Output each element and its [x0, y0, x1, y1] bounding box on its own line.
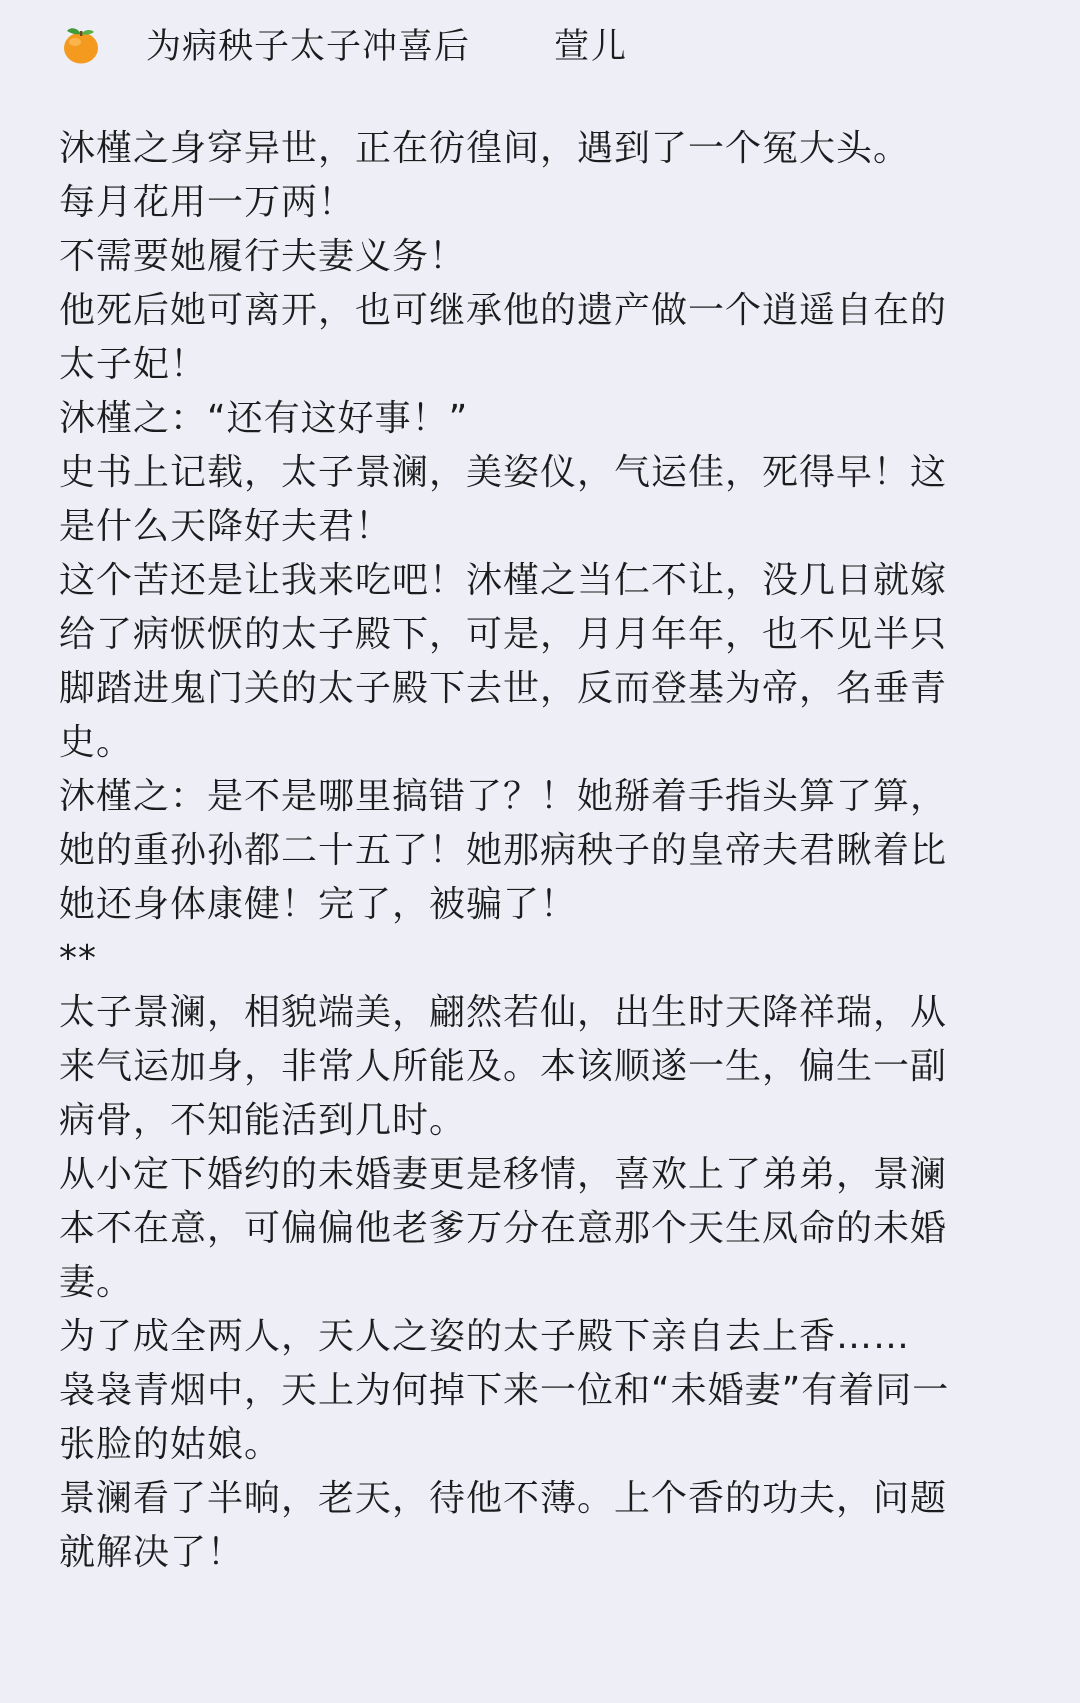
paragraph: 每月花用一万两！: [59, 182, 356, 223]
paragraph: 不需要她履行夫妻义务！: [59, 236, 467, 277]
paragraph: 太子景澜，相貌端美，翩然若仙，出生时天降祥瑞，从来气运加身，非常人所能及。本该顺遂一生，偏生一副病骨，不知能活到几时。: [59, 992, 948, 1141]
paragraph: 这个苦还是让我来吃吧！沐槿之当仁不让，没几日就嫁给了病恹恹的太子殿下，可是，月月年年，也不见半只脚踏进鬼门关的太子殿下去世，反而登基为帝，名垂青史。: [59, 560, 948, 763]
tangerine-icon: [60, 23, 102, 65]
paragraph: 为了成全两人，天人之姿的太子殿下亲自去上香……: [59, 1316, 911, 1357]
author-name: 萱儿: [554, 27, 629, 67]
paragraph: 袅袅青烟中，天上为何掉下来一位和“未婚妻”有着同一张脸的姑娘。: [59, 1370, 950, 1465]
paragraph: 景澜看了半晌，老天，待他不薄。上个香的功夫，问题就解决了！: [59, 1478, 948, 1573]
book-title: 为病秧子太子冲喜后: [146, 27, 471, 67]
paragraph: 沐槿之：“还有这好事！”: [59, 398, 469, 439]
synopsis-text: [59, 122, 979, 1580]
paragraph: 沐槿之：是不是哪里搞错了？！她掰着手指头算了算，她的重孙孙都二十五了！她那病秧子的皇帝夫君瞅着比她还身体康健！完了，被骗了！: [59, 776, 948, 925]
section-divider: **: [59, 938, 97, 979]
paragraph: 从小定下婚约的未婚妻更是移情，喜欢上了弟弟，景澜本不在意，可偏偏他老爹万分在意那个天生凤命的未婚妻。: [59, 1154, 948, 1303]
header: [60, 14, 628, 74]
paragraph: 沐槿之身穿异世，正在彷徨间，遇到了一个冤大头。: [59, 128, 911, 169]
paragraph: 史书上记载，太子景澜，美姿仪，气运佳，死得早！这是什么天降好夫君！: [59, 452, 948, 547]
paragraph: 他死后她可离开，也可继承他的遗产做一个逍遥自在的太子妃！: [59, 290, 948, 385]
